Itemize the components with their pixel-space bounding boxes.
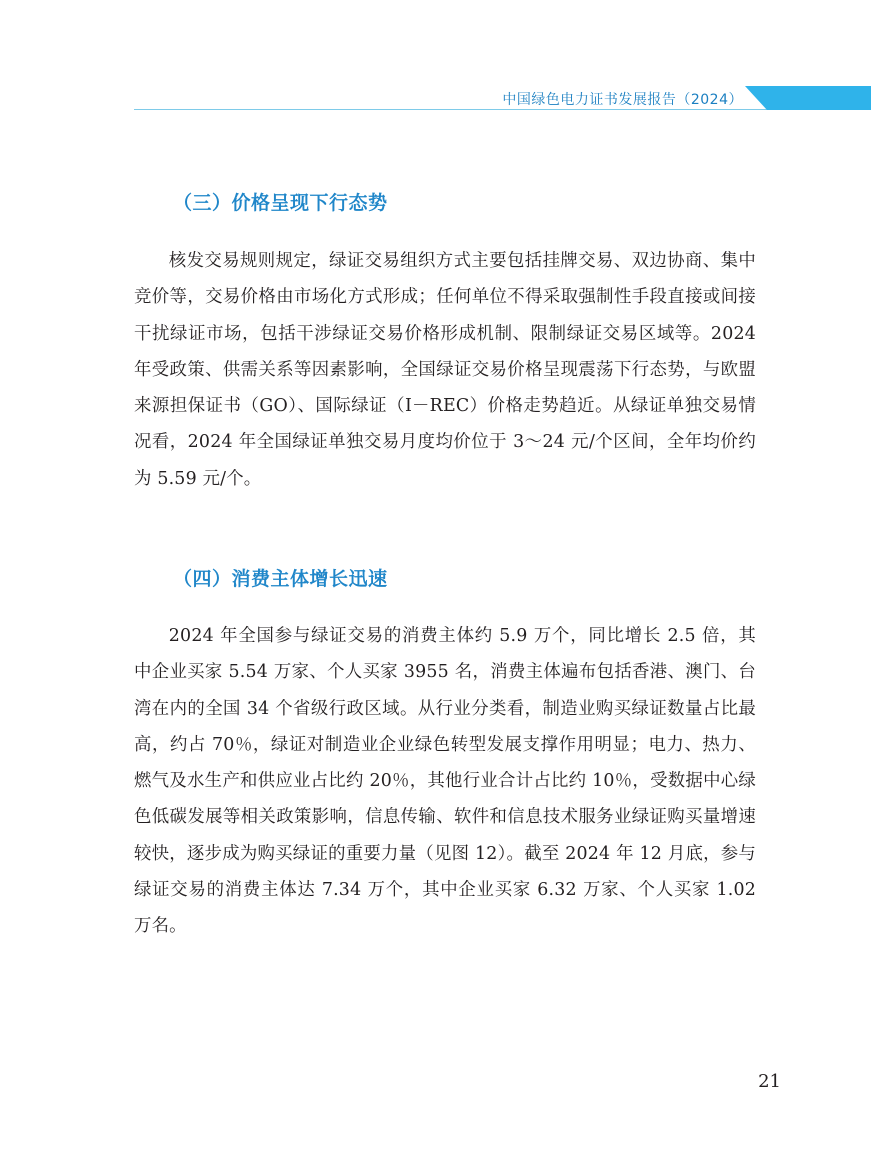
paragraph-price-trend: 核发交易规则规定，绿证交易组织方式主要包括挂牌交易、双边协商、集中竞价等，交易价格由市场化方式形成；任何单位不得采取强制性手段直接或间接干扰绿证市场，包括干涉绿证交易价格形成机制、限制绿证交易区域等。2024 年受政策、供需关系等因素影响，全国绿证交易价格呈现震荡下行态势，与欧盟来源担保证书（GO）、国际绿证（I－REC）价格走势趋近。从绿证单独交易情况看，2024 年全国绿证单独交易月度均价位于 3～24 元/个区间，全年均价约为 5.59 元/个。 xyxy=(134,251,756,489)
section-heading-price-trend: （三）价格呈现下行态势 xyxy=(173,192,388,214)
header-accent-tab xyxy=(745,86,871,110)
header-rule xyxy=(134,109,871,110)
page-number: 21 xyxy=(758,1071,781,1092)
section-heading-consumer-growth: （四）消费主体增长迅速 xyxy=(173,568,388,590)
paragraph-consumer-growth: 2024 年全国参与绿证交易的消费主体约 5.9 万个，同比增长 2.5 倍，其中企业买家 5.54 万家、个人买家 3955 名，消费主体遍布包括香港、澳门、台湾在内的全国 34 个省级行政区域。从行业分类看，制造业购买绿证数量占比最高，约占 70％，绿证对制造业企业绿色转型发展支撑作用明显；电力、热力、燃气及水生产和供应业占比约 20％，其他行业合计占比约 10％，受数据中心绿色低碳发展等相关政策影响，信息传输、软件和信息技术服务业绿证购买量增速较快，逐步成为购买绿证的重要力量（见图 12）。截至 2024 年 12 月底，参与绿证交易的消费主体达 7.34 万个，其中企业买家 6.32 万家、个人买家 1.02 万名。 xyxy=(134,626,756,937)
running-header-title: 中国绿色电力证书发展报告（2024） xyxy=(502,92,743,108)
